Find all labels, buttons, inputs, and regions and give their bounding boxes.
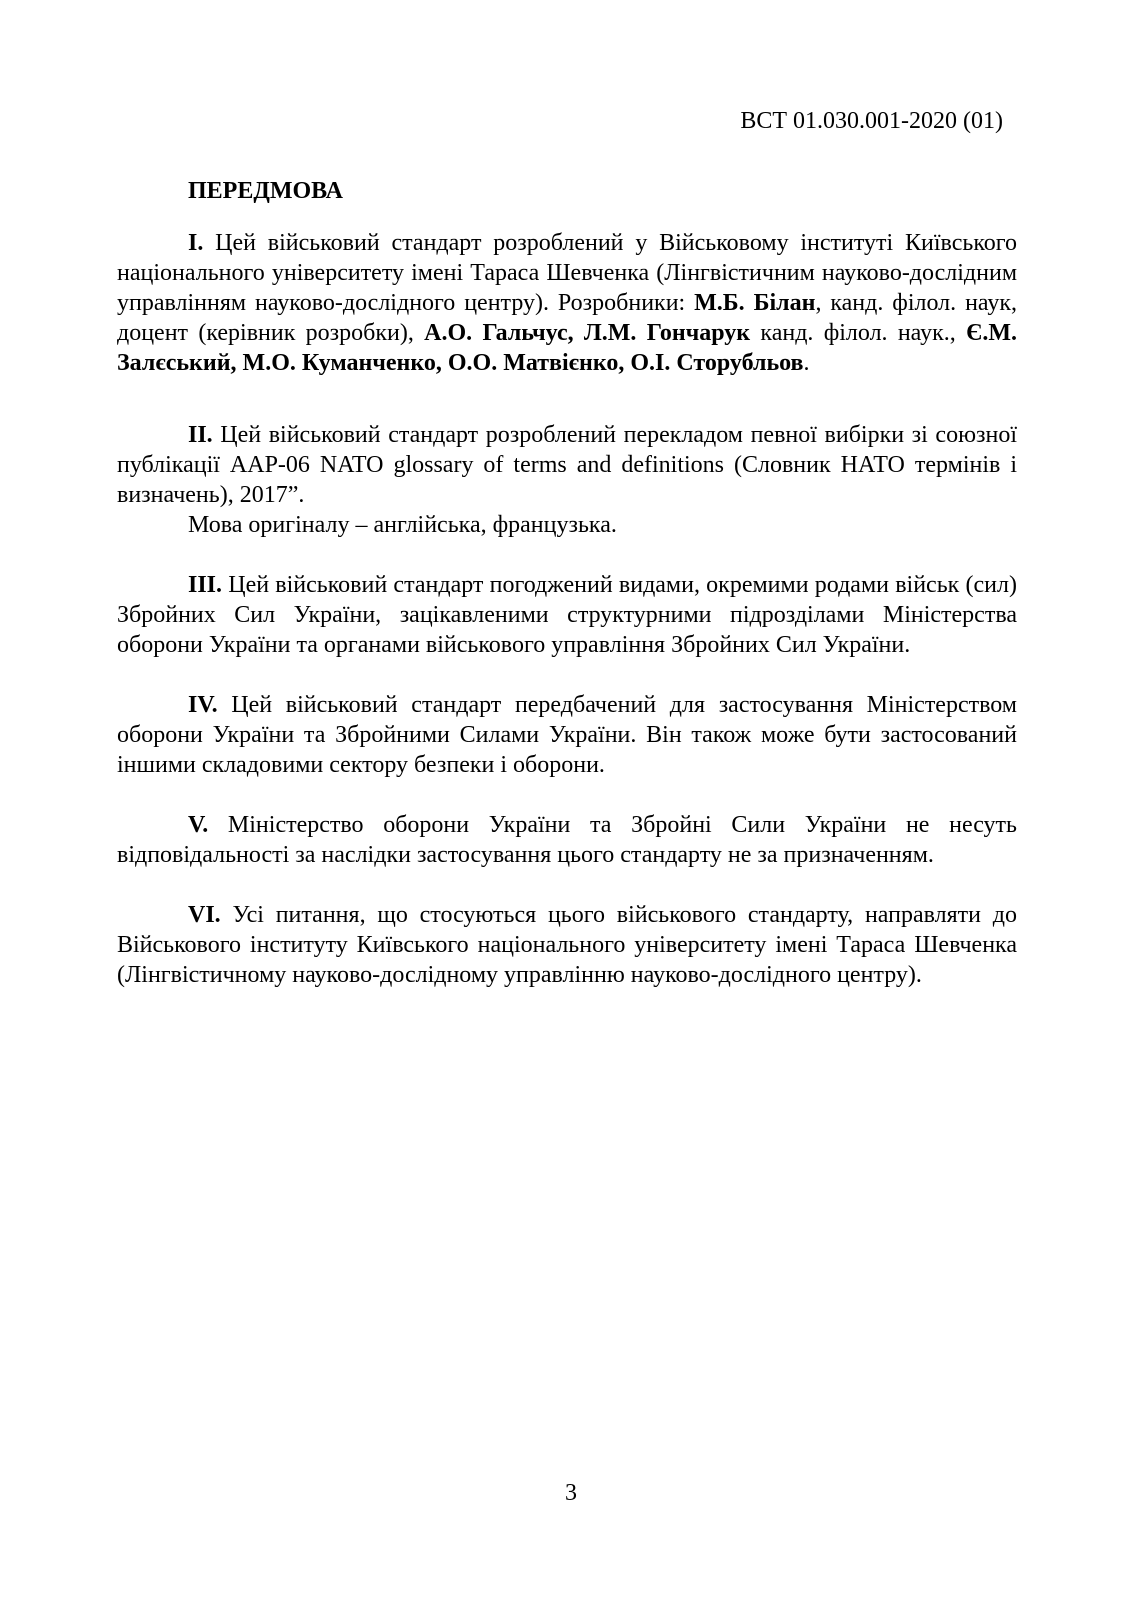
page-number: 3 — [565, 1480, 577, 1506]
page-title: ПЕРЕДМОВА — [188, 178, 344, 204]
standard-code-header: ВСТ 01.030.001-2020 (01) — [740, 108, 1003, 134]
paragraph-developers: І. Цей військовий стандарт розроблений у Військовому інституті Київського національного університету імені Тараса Шевченка (Лінгвістичним науково-дослідним управлінням науково-дослідного центру). Розробники: М.Б. Білан, канд. філол. наук, доцент (керівник розробки), А.О. Гальчус, Л.М. Гончарук канд. філол. наук., Є.М. Залєський, М.О. Куманченко, О.О. Матвієнко, О.І. Сторубльов. — [117, 230, 1018, 376]
paragraph-agreement: ІІІ. Цей військовий стандарт погоджений видами, окремими родами військ (сил) Збройних Сил України, зацікавленими структурними підрозділами Міністерства оборони України та органами військового управління Збройних Сил України. — [117, 572, 1017, 658]
paragraph-liability: V. Міністерство оборони України та Збройні Сили України не несуть відповідальності за наслідки застосування цього стандарту не за призначенням. — [117, 812, 1017, 868]
paragraph-application: IV. Цей військовий стандарт передбачений для застосування Міністерством оборони України та Збройними Силами України. Він також може бути застосований іншими складовими сектору безпеки і оборони. — [117, 692, 1017, 778]
paragraph-translation-source: ІІ. Цей військовий стандарт розроблений перекладом певної вибірки зі союзної публікації AAP-06 NATO glossary of terms and definitions (Словник НАТО термінів і визначень), 2017”. — [117, 422, 1017, 508]
paragraph-original-language: Мова оригіналу – англійська, французька. — [188, 512, 617, 538]
paragraph-contact: VI. Усі питання, що стосуються цього військового стандарту, направляти до Військового інституту Київського національного університету імені Тараса Шевченка (Лінгвістичному науково-дослідному управлінню науково-дослідного центру). — [117, 902, 1017, 988]
